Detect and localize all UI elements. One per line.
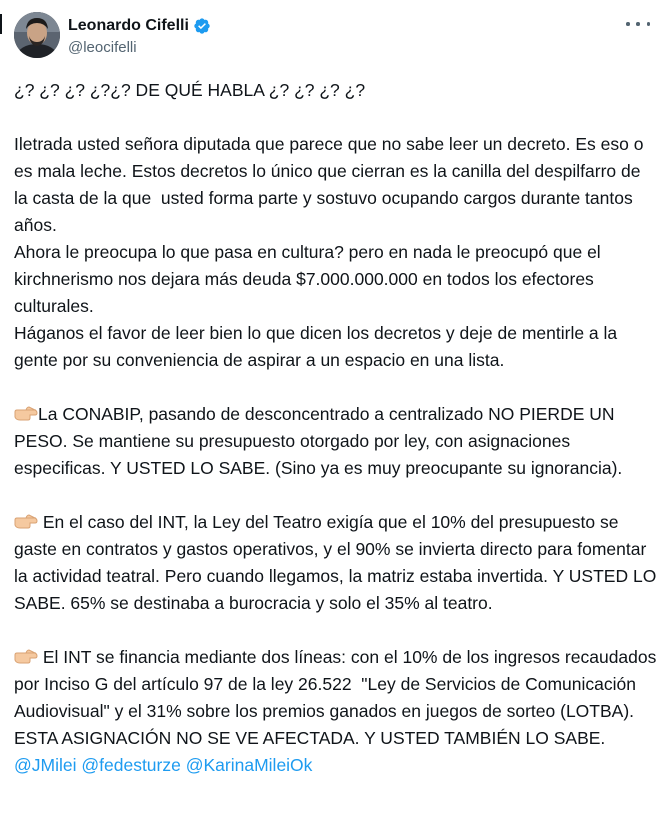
window-edge bbox=[0, 14, 2, 34]
more-options-icon[interactable] bbox=[626, 14, 650, 34]
more-dot bbox=[626, 22, 630, 26]
backhand-index-pointing-right-icon bbox=[14, 512, 38, 530]
author-handle[interactable]: @leocifelli bbox=[68, 39, 137, 56]
tweet-point-1 bbox=[14, 401, 658, 482]
paragraph-gap bbox=[14, 617, 658, 644]
backhand-index-pointing-right-icon bbox=[14, 404, 38, 422]
tweet-point-2-text: En el caso del INT, la Ley del Teatro exigía que el 10% del presupuesto se gaste en contratos y gastos operativos, y el 90% se invierta directo para fomentar la actividad teatral. Pero cuando llegamos, la matriz estaba invertida. Y USTED LO SABE. 65% se destinaba a burocracia y solo el 35% al teatro. bbox=[14, 512, 662, 613]
tweet-text bbox=[14, 77, 662, 779]
paragraph-gap bbox=[14, 104, 658, 131]
tweet-paragraph-1: Iletrada usted señora diputada que parece que no sabe leer un decreto. Es eso o es mala leche. Estos decretos lo único que cierran es la canilla del despilfarro de la casta de la que usted forma parte y sostuvo ocupando cargos durante tantos años. bbox=[14, 134, 649, 235]
tweet-paragraph-3: Háganos el favor de leer bien lo que dicen los decretos y deje de mentirle a la gente por su conveniencia de aspirar a un espacio en una lista. bbox=[14, 323, 623, 370]
tweet-point-1-text: La CONABIP, pasando de desconcentrado a centralizado NO PIERDE UN PESO. Se mantiene su presupuesto otorgado por ley, con asignaciones especificas. Y USTED LO SABE. (Sino ya es muy preocupante su ignorancia). bbox=[14, 404, 623, 478]
avatar[interactable] bbox=[14, 12, 60, 58]
tweet-line-opening: ¿? ¿? ¿? ¿?¿? DE QUÉ HABLA ¿? ¿? ¿? ¿? bbox=[14, 80, 366, 100]
verified-badge-icon[interactable] bbox=[193, 17, 211, 35]
tweet-header bbox=[14, 12, 652, 62]
tweet-point-3 bbox=[14, 644, 662, 752]
author-name-row bbox=[68, 16, 211, 36]
more-dot bbox=[636, 22, 640, 26]
paragraph-gap bbox=[14, 482, 658, 509]
tweet-point-3-text: El INT se financia mediante dos líneas: con el 10% de los ingresos recaudados por Inciso G del artículo 97 de la ley 26.522 "Ley de Servicios de Comunicación Audiovisual" y el 31% sobre los premios ganados en juegos de sorteo (LOTBA). ESTA ASIGNACIÓN NO SE VE AFECTADA. Y USTED TAMBIÉN LO SABE. bbox=[14, 647, 662, 748]
paragraph-gap bbox=[14, 374, 658, 401]
avatar-image bbox=[14, 12, 60, 58]
more-dot bbox=[647, 22, 651, 26]
author-info bbox=[68, 16, 211, 56]
author-name[interactable]: Leonardo Cifelli bbox=[68, 17, 189, 34]
mention-jmilei[interactable]: @JMilei bbox=[14, 755, 77, 775]
tweet-point-2 bbox=[14, 509, 662, 617]
tweet-mentions bbox=[14, 752, 658, 779]
tweet-paragraph-2: Ahora le preocupa lo que pasa en cultura? pero en nada le preocupó que el kirchnerismo nos dejara más deuda $7.000.000.000 en todos los efectores culturales. bbox=[14, 242, 606, 316]
mention-fedesturze[interactable]: @fedesturze bbox=[81, 755, 181, 775]
mention-karinamileiok[interactable]: @KarinaMileiOk bbox=[185, 755, 313, 775]
backhand-index-pointing-right-icon bbox=[14, 647, 38, 665]
